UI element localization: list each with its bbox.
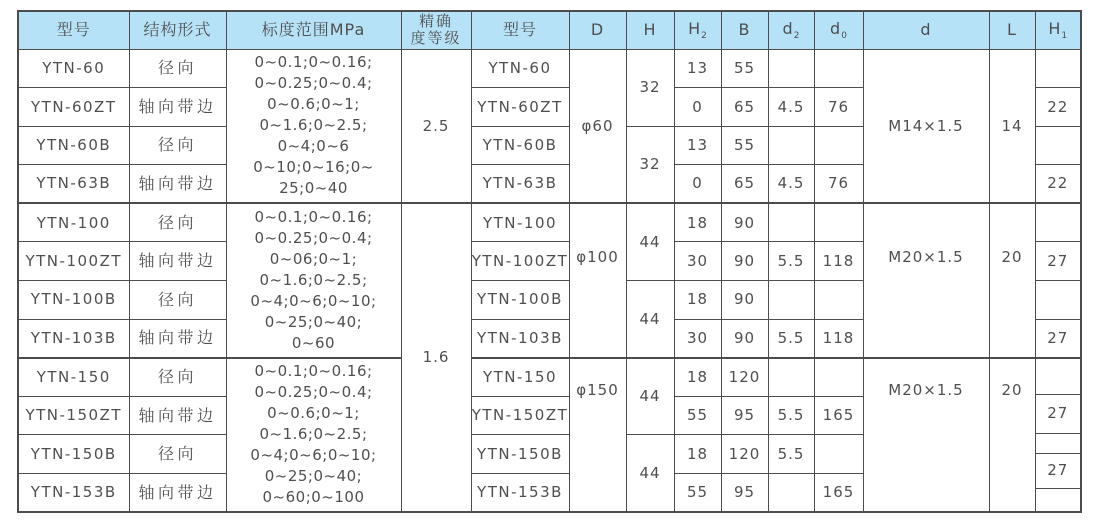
header-d2	[768, 11, 814, 49]
cell-B: 90	[721, 203, 768, 242]
cell-H1: 27	[1035, 242, 1081, 281]
cell-structure: 径向	[129, 281, 226, 320]
spec-table	[17, 10, 1082, 513]
range-line: 0~25;0~40;	[264, 313, 363, 332]
cell-H2: 0	[674, 165, 721, 204]
header-line: 度等级	[410, 29, 462, 48]
cell-model-left: YTN-150ZT	[18, 396, 129, 435]
cell-d2	[768, 203, 814, 242]
header-row	[18, 11, 1081, 49]
cell-model-left: YTN-100B	[18, 281, 129, 320]
cell-H1-sub	[1036, 359, 1081, 395]
cell-model-right: YTN-60	[471, 49, 569, 88]
range-line: 0~0.25;0~0.4;	[254, 229, 373, 248]
cell-model-right: YTN-150ZT	[471, 396, 569, 435]
cell-d2: 4.5	[768, 88, 814, 127]
range-line: 0~1.6;0~2.5;	[259, 116, 368, 135]
cell-d0	[814, 126, 863, 165]
cell-d2: 5.5	[768, 396, 814, 435]
header-label: d	[830, 18, 842, 38]
range-line: 0~1.6;0~2.5;	[259, 425, 368, 444]
header-label: d	[920, 20, 932, 40]
spec-table-container	[17, 10, 1082, 513]
cell-model-left: YTN-60ZT	[18, 88, 129, 127]
cell-B: 65	[721, 88, 768, 127]
cell-d0: 165	[814, 396, 863, 435]
cell-d: M20×1.5	[863, 358, 989, 512]
cell-B: 95	[721, 474, 768, 513]
cell-D: φ150	[569, 358, 626, 512]
cell-H2: 55	[674, 396, 721, 435]
cell-range	[226, 358, 401, 512]
cell-model-left: YTN-60	[18, 49, 129, 88]
cell-H: 44	[626, 358, 674, 435]
cell-structure: 径向	[129, 49, 226, 88]
header-range	[226, 11, 401, 49]
cell-H: 44	[626, 281, 674, 358]
header-label: 结构形式	[143, 20, 212, 40]
cell-D: φ60	[569, 49, 626, 203]
cell-structure: 径向	[129, 126, 226, 165]
cell-accuracy: 2.5	[401, 49, 471, 203]
header-subscript: 1	[1061, 30, 1068, 41]
cell-B: 55	[721, 126, 768, 165]
range-line: 0~4;0~6;0~10;	[250, 446, 377, 465]
cell-accuracy: 1.6	[401, 203, 471, 512]
header-B	[721, 11, 768, 49]
cell-model-right: YTN-60ZT	[471, 88, 569, 127]
range-line: 0~0.6;0~1;	[267, 95, 360, 114]
header-label: D	[590, 20, 605, 40]
cell-H1	[1035, 203, 1081, 242]
cell-H1	[1035, 281, 1081, 320]
cell-model-right: YTN-153B	[471, 474, 569, 513]
cell-model-left: YTN-60B	[18, 126, 129, 165]
cell-d: M14×1.5	[863, 49, 989, 203]
cell-B: 65	[721, 165, 768, 204]
range-line: 0~0.1;0~0.16;	[254, 362, 373, 381]
cell-model-left: YTN-100	[18, 203, 129, 242]
cell-d2	[768, 474, 814, 513]
header-d0	[814, 11, 863, 49]
header-model-right	[471, 11, 569, 49]
header-subscript: 0	[841, 30, 847, 41]
cell-d2	[768, 358, 814, 397]
cell-model-right: YTN-100B	[471, 281, 569, 320]
cell-model-left: YTN-63B	[18, 165, 129, 204]
cell-B: 95	[721, 396, 768, 435]
cell-H: 32	[626, 49, 674, 126]
header-label: 型号	[502, 20, 537, 40]
table-row	[18, 49, 1081, 88]
cell-B: 90	[721, 319, 768, 358]
cell-d0	[814, 203, 863, 242]
cell-d2	[768, 126, 814, 165]
cell-d0: 76	[814, 88, 863, 127]
cell-structure: 轴向带边	[129, 319, 226, 358]
cell-H2: 18	[674, 281, 721, 320]
cell-H2: 18	[674, 435, 721, 474]
range-line: 0~25;0~40;	[264, 467, 363, 486]
header-accuracy	[401, 11, 471, 49]
cell-H2: 18	[674, 358, 721, 397]
range-line: 0~60;0~100	[262, 488, 365, 507]
header-d	[863, 11, 989, 49]
header-line: 精确	[418, 12, 453, 31]
cell-H1: 27	[1035, 319, 1081, 358]
header-H2	[674, 11, 721, 49]
cell-H: 44	[626, 203, 674, 280]
header-model-left	[18, 11, 129, 49]
cell-d0	[814, 49, 863, 88]
header-label: H	[1048, 18, 1062, 38]
cell-H: 32	[626, 126, 674, 203]
cell-model-right: YTN-100ZT	[471, 242, 569, 281]
cell-H2: 13	[674, 126, 721, 165]
header-label: H	[643, 20, 657, 40]
range-line: 0~0.1;0~0.16;	[254, 53, 373, 72]
header-label: 型号	[56, 20, 91, 40]
header-structure	[129, 11, 226, 49]
cell-model-left: YTN-150	[18, 358, 129, 397]
cell-model-left: YTN-100ZT	[18, 242, 129, 281]
cell-model-right: YTN-150	[471, 358, 569, 397]
cell-d2	[768, 49, 814, 88]
cell-H1: 22	[1035, 88, 1081, 127]
range-line: 0~06;0~1;	[269, 250, 358, 269]
range-line: 0~1.6;0~2.5;	[259, 271, 368, 290]
cell-structure: 轴向带边	[129, 242, 226, 281]
cell-model-right: YTN-63B	[471, 165, 569, 204]
cell-H1-sub	[1036, 434, 1081, 454]
cell-d2: 5.5	[768, 242, 814, 281]
range-line: 0~0.1;0~0.16;	[254, 208, 373, 227]
cell-H: 44	[626, 435, 674, 512]
cell-d2: 5.5	[768, 319, 814, 358]
cell-model-right: YTN-60B	[471, 126, 569, 165]
cell-H1-sub: 27	[1036, 454, 1081, 489]
cell-model-right: YTN-150B	[471, 435, 569, 474]
cell-range	[226, 203, 401, 357]
cell-model-right: YTN-100	[471, 203, 569, 242]
cell-model-right: YTN-103B	[471, 319, 569, 358]
cell-structure: 径向	[129, 358, 226, 397]
cell-L: 20	[989, 203, 1035, 357]
range-line: 0~4;0~6;0~10;	[250, 292, 377, 311]
cell-H1	[1035, 358, 1081, 512]
cell-structure: 径向	[129, 435, 226, 474]
cell-B: 90	[721, 281, 768, 320]
cell-H1	[1035, 126, 1081, 165]
header-L	[989, 11, 1035, 49]
cell-d0: 76	[814, 165, 863, 204]
cell-model-left: YTN-103B	[18, 319, 129, 358]
header-subscript: 2	[701, 30, 707, 41]
cell-structure: 轴向带边	[129, 474, 226, 513]
cell-H2: 13	[674, 49, 721, 88]
range-line: 0~0.25;0~0.4;	[254, 74, 373, 93]
cell-d0: 165	[814, 474, 863, 513]
range-line: 0~60	[291, 334, 336, 353]
cell-B: 55	[721, 49, 768, 88]
cell-L: 14	[989, 49, 1035, 203]
table-row	[18, 358, 1081, 397]
cell-B: 120	[721, 435, 768, 474]
range-line: 25;0~40	[279, 179, 348, 198]
cell-model-left: YTN-150B	[18, 435, 129, 474]
cell-range	[226, 49, 401, 203]
cell-structure: 径向	[129, 203, 226, 242]
range-line: 0~0.25;0~0.4;	[254, 383, 373, 402]
cell-H1: 22	[1035, 165, 1081, 204]
cell-H2: 0	[674, 88, 721, 127]
range-line: 0~10;0~16;0~	[253, 158, 374, 177]
header-subscript: 2	[793, 30, 800, 41]
header-H	[626, 11, 674, 49]
cell-d0	[814, 435, 863, 474]
header-label: B	[738, 20, 751, 40]
range-line: 0~0.6;0~1;	[267, 404, 360, 423]
cell-d0: 118	[814, 242, 863, 281]
cell-H1	[1035, 49, 1081, 88]
header-D	[569, 11, 626, 49]
cell-B: 120	[721, 358, 768, 397]
cell-L: 20	[989, 358, 1035, 512]
header-H1	[1035, 11, 1081, 49]
cell-structure: 轴向带边	[129, 88, 226, 127]
cell-H2: 30	[674, 319, 721, 358]
header-label: 标度范围MPa	[261, 20, 366, 40]
cell-structure: 轴向带边	[129, 396, 226, 435]
cell-H2: 55	[674, 474, 721, 513]
cell-d2: 4.5	[768, 165, 814, 204]
cell-H2: 30	[674, 242, 721, 281]
table-row	[18, 203, 1081, 242]
cell-H1-sub: 27	[1036, 395, 1081, 434]
header-label: L	[1007, 20, 1017, 40]
cell-d0	[814, 358, 863, 397]
cell-D: φ100	[569, 203, 626, 357]
cell-H2: 18	[674, 203, 721, 242]
range-line: 0~4;0~6	[277, 137, 350, 156]
header-label: d	[782, 18, 794, 38]
cell-model-left: YTN-153B	[18, 474, 129, 513]
header-label: H	[688, 18, 702, 38]
cell-d2	[768, 281, 814, 320]
cell-B: 90	[721, 242, 768, 281]
cell-H1-sub	[1036, 489, 1081, 511]
cell-d0	[814, 281, 863, 320]
cell-structure: 轴向带边	[129, 165, 226, 204]
cell-d0: 118	[814, 319, 863, 358]
cell-d2: 5.5	[768, 435, 814, 474]
cell-d: M20×1.5	[863, 203, 989, 357]
